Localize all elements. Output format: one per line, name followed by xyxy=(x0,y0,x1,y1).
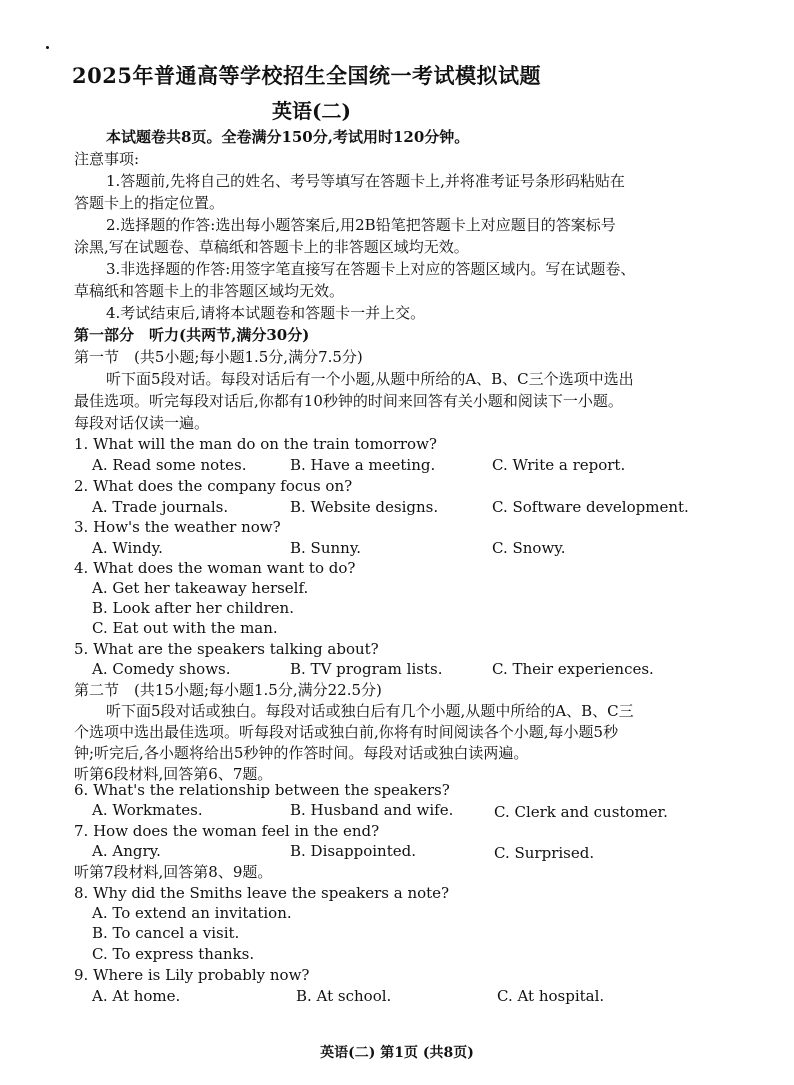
section2-instructions: 个选项中选出最佳选项。听每段对话或独白前,你将有时间阅读各个小题,每小题5秒 xyxy=(74,723,619,741)
option-c: C. Write a report. xyxy=(492,456,626,474)
notice-line: 草稿纸和答题卡上的非答题区域均无效。 xyxy=(74,282,345,300)
option-b: B. Website designs. xyxy=(290,498,439,516)
option-c: C. Software development. xyxy=(492,498,689,516)
material-7-label: 听第7段材料,回答第8、9题。 xyxy=(74,863,273,881)
option-b: B. Look after her children. xyxy=(92,599,294,617)
question-stem: 7. How does the woman feel in the end? xyxy=(74,822,380,840)
question-stem: 8. Why did the Smiths leave the speakers a note? xyxy=(74,884,450,902)
exam-summary: 本试题卷共8页。全卷满分150分,考试用时120分钟。 xyxy=(106,128,470,146)
option-c: C. Clerk and customer. xyxy=(494,803,668,821)
option-b: B. Sunny. xyxy=(290,539,362,557)
question-stem: 9. Where is Lily probably now? xyxy=(74,966,310,984)
option-c: C. Snowy. xyxy=(492,539,566,557)
question-stem: 3. How's the weather now? xyxy=(74,518,281,536)
option-a: A. To extend an invitation. xyxy=(92,904,292,922)
notice-line: 涂黑,写在试题卷、草稿纸和答题卡上的非答题区域均无效。 xyxy=(74,238,469,256)
notice-line: 2.选择题的作答:选出每小题答案后,用2B铅笔把答题卡上对应题目的答案标号 xyxy=(106,216,616,234)
exam-title: 2025年普通高等学校招生全国统一考试模拟试题 xyxy=(72,63,541,88)
question-stem: 6. What's the relationship between the speakers? xyxy=(74,781,450,799)
section2-heading: 第二节 (共15小题;每小题1.5分,满分22.5分) xyxy=(74,681,382,699)
section1-instructions: 听下面5段对话。每段对话后有一个小题,从题中所给的A、B、C三个选项中选出 xyxy=(106,370,634,388)
section2-instructions: 听下面5段对话或独白。每段对话或独白后有几个小题,从题中所给的A、B、C三 xyxy=(106,702,634,720)
notice-heading: 注意事项: xyxy=(74,150,140,168)
option-b: B. At school. xyxy=(296,987,392,1005)
material-6-label: 听第6段材料,回答第6、7题。 xyxy=(74,765,273,783)
exam-subtitle: 英语(二) xyxy=(272,99,351,123)
option-c: C. To express thanks. xyxy=(92,945,255,963)
option-a: A. Windy. xyxy=(92,539,163,557)
notice-line: 答题卡上的指定位置。 xyxy=(74,194,225,212)
question-stem: 5. What are the speakers talking about? xyxy=(74,640,379,658)
section1-instructions: 每段对话仅读一遍。 xyxy=(74,414,210,432)
option-b: B. Husband and wife. xyxy=(290,801,454,819)
option-c: C. Their experiences. xyxy=(492,660,654,678)
question-stem: 1. What will the man do on the train tomorrow? xyxy=(74,435,437,453)
option-a: A. Read some notes. xyxy=(92,456,247,474)
option-a: A. At home. xyxy=(92,987,181,1005)
notice-line: 1.答题前,先将自己的姓名、考号等填写在答题卡上,并将准考证号条形码粘贴在 xyxy=(106,172,625,190)
option-c: C. At hospital. xyxy=(497,987,605,1005)
option-a: A. Angry. xyxy=(92,842,161,860)
section1-instructions: 最佳选项。听完每段对话后,你都有10秒钟的时间来回答有关小题和阅读下一小题。 xyxy=(74,392,623,410)
option-b: B. TV program lists. xyxy=(290,660,443,678)
section1-heading: 第一节 (共5小题;每小题1.5分,满分7.5分) xyxy=(74,348,363,366)
option-b: B. Have a meeting. xyxy=(290,456,436,474)
option-a: A. Comedy shows. xyxy=(92,660,231,678)
option-b: B. To cancel a visit. xyxy=(92,924,240,942)
part1-heading: 第一部分 听力(共两节,满分30分) xyxy=(74,326,310,344)
option-c: C. Surprised. xyxy=(494,844,595,862)
section2-instructions: 钟;听完后,各小题将给出5秒钟的作答时间。每段对话或独白读两遍。 xyxy=(74,744,529,762)
option-a: A. Get her takeaway herself. xyxy=(92,579,309,597)
notice-line: 4.考试结束后,请将本试题卷和答题卡一并上交。 xyxy=(106,304,426,322)
page-footer: 英语(二) 第1页 (共8页) xyxy=(320,1045,474,1061)
option-a: A. Trade journals. xyxy=(92,498,229,516)
question-stem: 4. What does the woman want to do? xyxy=(74,559,356,577)
notice-line: 3.非选择题的作答:用签字笔直接写在答题卡上对应的答题区域内。写在试题卷、 xyxy=(106,260,636,278)
option-a: A. Workmates. xyxy=(92,801,203,819)
option-b: B. Disappointed. xyxy=(290,842,416,860)
question-stem: 2. What does the company focus on? xyxy=(74,477,353,495)
margin-dot xyxy=(46,46,49,49)
option-c: C. Eat out with the man. xyxy=(92,619,278,637)
